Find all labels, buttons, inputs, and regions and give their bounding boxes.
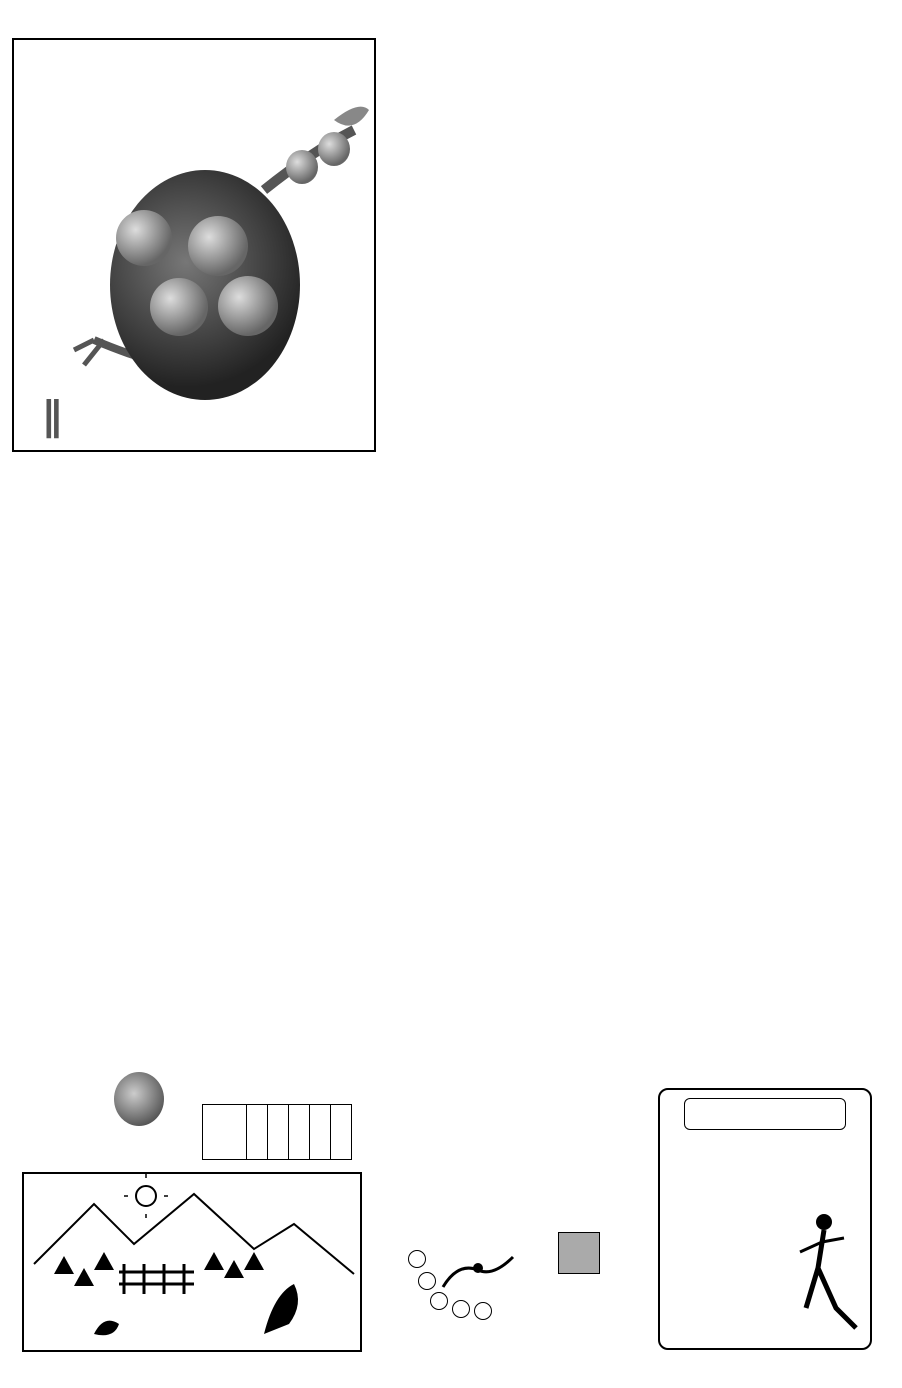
brush-figure — [438, 1252, 518, 1292]
bl-table-col-2 — [309, 1105, 330, 1159]
bl-table-col-5 — [246, 1105, 267, 1159]
figure-drawing — [796, 1208, 862, 1338]
poem-ball-1 — [408, 1250, 426, 1268]
bl-table-col-3 — [288, 1105, 309, 1159]
bottom-mid-panel — [368, 1072, 650, 1350]
landscape-drawing — [24, 1174, 356, 1346]
right-border — [872, 0, 900, 1388]
ball-1 — [116, 210, 172, 266]
bl-table-label — [226, 1105, 246, 1159]
ad-box — [12, 38, 376, 452]
poem-ball-2 — [418, 1272, 436, 1290]
poem-ball-4 — [452, 1300, 470, 1318]
landscape-scene — [22, 1172, 362, 1352]
bottom-left-panel — [22, 1072, 358, 1350]
poem-ball-3 — [430, 1292, 448, 1310]
poem-ball-5 — [474, 1302, 492, 1320]
ball-2 — [188, 216, 248, 276]
small-ball-1 — [286, 150, 318, 184]
ball-4 — [218, 276, 278, 336]
egg-graphic — [110, 170, 300, 400]
liuhe-shensuan-panel — [658, 1088, 872, 1350]
slash-mark: ∥ — [42, 394, 62, 440]
lhsb-title — [684, 1098, 846, 1130]
gourd-icon — [114, 1072, 164, 1126]
bottom-border — [0, 1360, 902, 1386]
bl-table-col-4 — [267, 1105, 288, 1159]
bl-table-col-1 — [330, 1105, 351, 1159]
fan-stamp — [558, 1232, 600, 1274]
ball-3 — [150, 278, 208, 336]
small-ball-2 — [318, 132, 350, 166]
bl-mini-table — [202, 1104, 352, 1160]
